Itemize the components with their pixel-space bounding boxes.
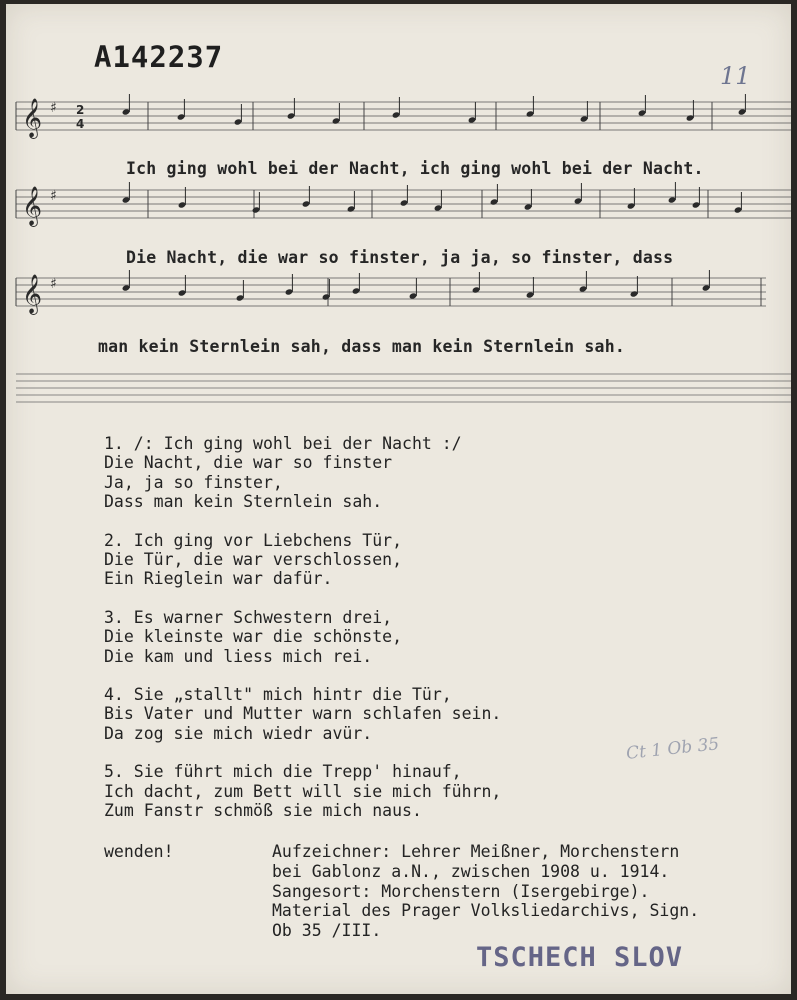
- source-line: Ob 35 /III.: [272, 921, 382, 941]
- verse-line: 4. Sie „stallt" mich hintr die Tür,: [104, 685, 452, 705]
- key-sharp: ♯: [50, 100, 57, 116]
- verse-line: Ein Rieglein war dafür.: [104, 569, 333, 589]
- lyric-line: Die Nacht, die war so finster, ja ja, so finster, dass: [126, 248, 674, 267]
- verse: [104, 531, 501, 589]
- verse-line: Da zog sie mich wiedr avür.: [104, 723, 373, 743]
- lyric-line: man kein Sternlein sah, dass man kein Sternlein sah.: [98, 337, 625, 356]
- verse-line: Die kam und liess mich rei.: [104, 646, 373, 666]
- verse-line: 3. Es warner Schwestern drei,: [104, 607, 393, 627]
- time-signature-top: 2: [76, 103, 85, 117]
- key-sharp: ♯: [50, 188, 57, 204]
- source-line: Sangesort: Morchenstern (Isergebirge).: [272, 881, 650, 901]
- verse: [104, 608, 501, 666]
- verse: [104, 685, 501, 743]
- verse: [104, 762, 501, 820]
- document-sheet: [6, 4, 791, 994]
- verse-line: Dass man kein Sternlein sah.: [104, 492, 383, 512]
- time-signature-bottom: 4: [76, 117, 85, 131]
- music-score: [6, 4, 791, 424]
- wenden-note: wenden!: [104, 842, 174, 861]
- verse: [104, 434, 501, 512]
- verse-line: Zum Fanstr schmöß sie mich naus.: [104, 801, 422, 821]
- verse-line: 1. /: Ich ging wohl bei der Nacht :/: [104, 434, 462, 453]
- source-line: bei Gablonz a.N., zwischen 1908 u. 1914.: [272, 861, 670, 881]
- verses: [104, 434, 501, 840]
- verse-line: Bis Vater und Mutter warn schlafen sein.: [104, 704, 502, 724]
- verse-line: 5. Sie führt mich die Trepp' hinauf,: [104, 762, 462, 782]
- verse-line: Die kleinste war die schönste,: [104, 627, 403, 647]
- source-line: Material des Prager Volksliedarchivs, Sign.: [272, 901, 700, 921]
- source-line: Aufzeichner: Lehrer Meißner, Morchenstern: [272, 842, 680, 861]
- verse-line: Ja, ja so finster,: [104, 472, 283, 492]
- key-sharp: ♯: [50, 276, 57, 292]
- source-info: [272, 842, 699, 941]
- pencil-note: Ct 1 Ob 35: [625, 734, 721, 764]
- page-number: 11: [720, 62, 751, 90]
- treble-clef: 𝄞: [22, 274, 43, 314]
- verse-line: Die Tür, die war verschlossen,: [104, 550, 403, 570]
- archive-stamp: TSCHECH SLOV: [476, 942, 684, 973]
- treble-clef: 𝄞: [22, 98, 43, 138]
- treble-clef: 𝄞: [22, 186, 43, 226]
- archive-id: A142237: [94, 40, 224, 74]
- verse-line: 2. Ich ging vor Liebchens Tür,: [104, 530, 403, 550]
- lyric-line: Ich ging wohl bei der Nacht, ich ging wohl bei der Nacht.: [126, 159, 704, 178]
- verse-line: Ich dacht, zum Bett will sie mich führn,: [104, 781, 502, 801]
- verse-line: Die Nacht, die war so finster: [104, 453, 393, 473]
